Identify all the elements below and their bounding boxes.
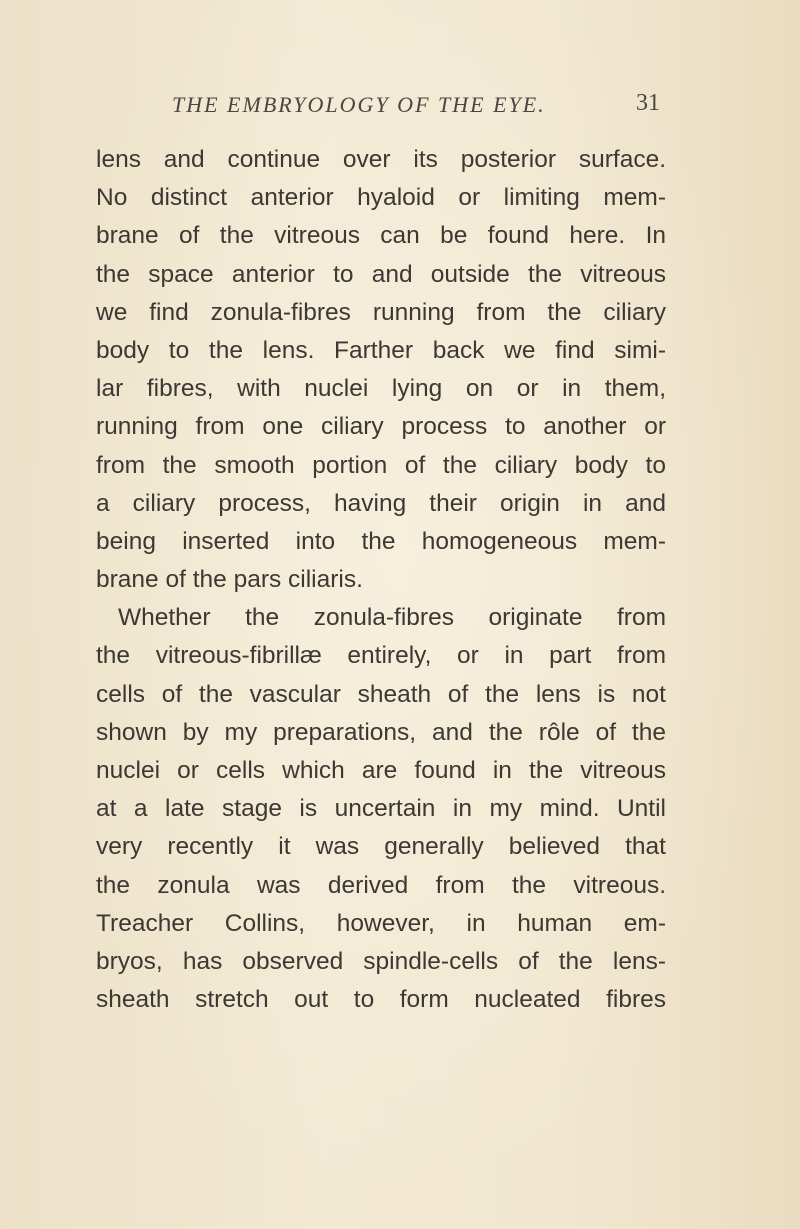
page-number: 31 [636, 90, 660, 116]
text-line: bryos, has observed spindle-cells of the lens- [96, 947, 666, 975]
running-title: THE EMBRYOLOGY OF THE EYE. [172, 92, 546, 117]
text-line: at a late stage is uncertain in my mind. Until [96, 795, 666, 823]
text-line: lar fibres, with nuclei lying on or in them, [96, 375, 666, 403]
text-line: lens and continue over its posterior surface. [96, 146, 666, 173]
text-line: sheath stretch out to form nucleated fibres [96, 986, 666, 1014]
text-line: the zonula was derived from the vitreous. [96, 871, 666, 899]
text-line: shown by my preparations, and the rôle of the [96, 718, 666, 746]
text-line: being inserted into the homogeneous mem- [96, 527, 666, 555]
text-line: running from one ciliary process to another or [96, 413, 666, 441]
text-line: a ciliary process, having their origin in and [96, 489, 666, 517]
text-line: No distinct anterior hyaloid or limiting mem- [96, 184, 666, 212]
text-line: the space anterior to and outside the vitreous [96, 260, 666, 288]
text-line: brane of the vitreous can be found here. In [96, 222, 666, 250]
paragraph-start-line: Whether the zonula-fibres originate from [118, 604, 666, 632]
text-line: Treacher Collins, however, in human em- [96, 909, 666, 937]
text-line: we find zonula-fibres running from the ciliary [96, 298, 666, 326]
text-line: body to the lens. Farther back we find simi- [96, 336, 666, 364]
body-text [96, 141, 666, 1019]
text-line: cells of the vascular sheath of the lens is not [96, 680, 666, 708]
text-line: from the smooth portion of the ciliary body to [96, 451, 666, 479]
text-line: the vitreous-fibrillæ entirely, or in part from [96, 642, 666, 670]
text-line: nuclei or cells which are found in the vitreous [96, 757, 666, 784]
paragraph-end-line: brane of the pars ciliaris. [96, 566, 363, 594]
text-line: very recently it was generally believed that [96, 833, 666, 861]
